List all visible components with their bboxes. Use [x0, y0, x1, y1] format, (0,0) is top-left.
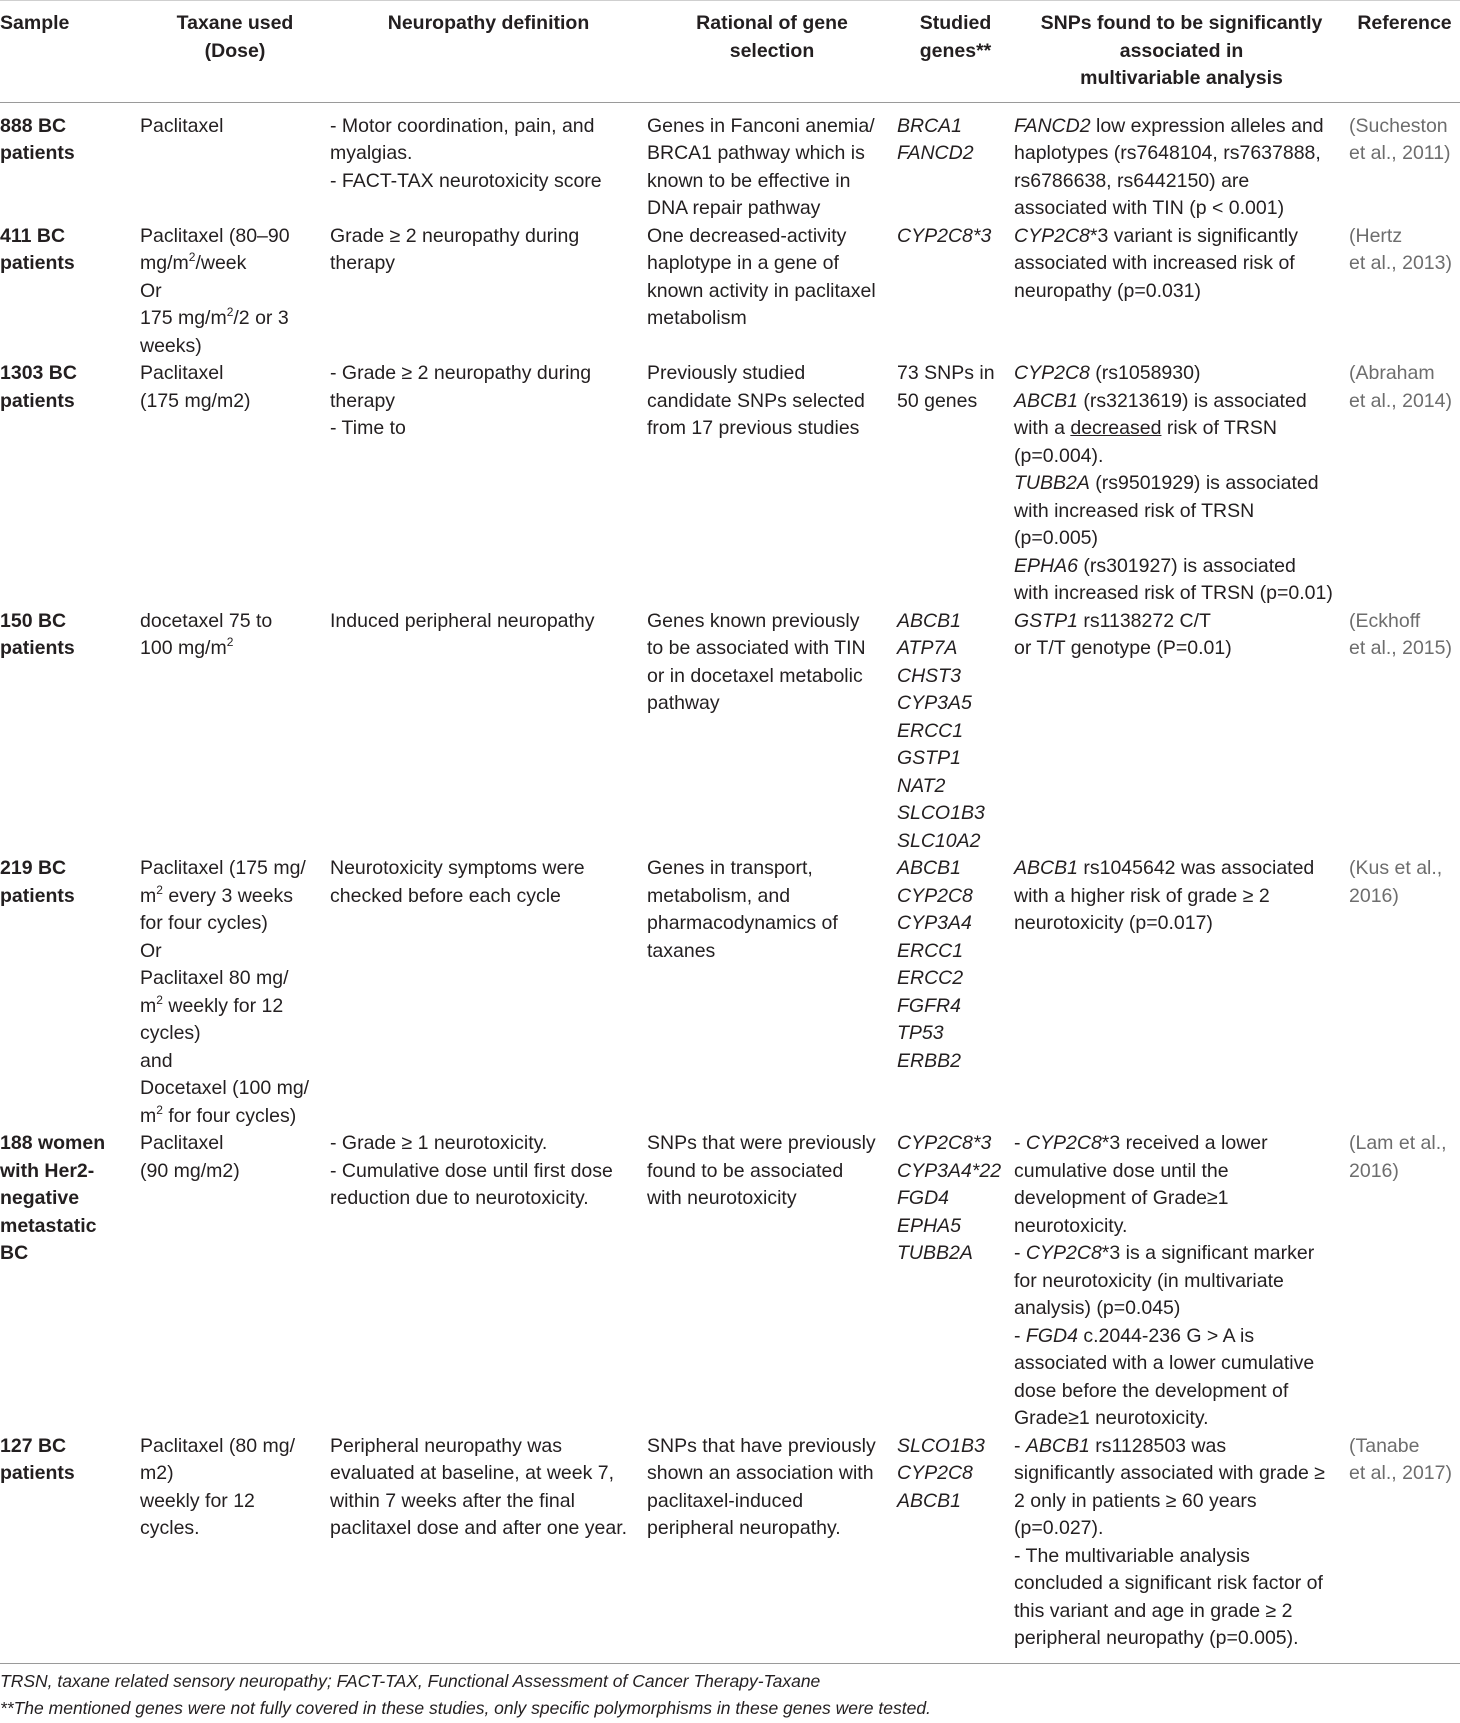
snp-text: risk of TRSN (p=0.004). — [1014, 417, 1278, 467]
snp-text: *3 variant is significantly associated with increased risk of neuropathy (p=0.031) — [1014, 224, 1298, 302]
cell-taxane: Paclitaxel (80 mg/ m2) weekly for 12 cycles. — [140, 1433, 330, 1664]
superscript: 2 — [156, 882, 163, 897]
cell-genes: ABCB1 ATP7A CHST3 CYP3A5 ERCC1 GSTP1 NAT2 SLCO1B3 SLC10A2 — [897, 609, 985, 852]
dose-text: weekly for 12 cycles) and Docetaxel (100 mg/ m — [140, 994, 310, 1127]
table-row — [0, 855, 1460, 1130]
cell-neuropathy: Induced peripheral neuropathy — [330, 609, 595, 632]
genes-footnote: **The mentioned genes were not fully covered in these studies, only specific polymorphisms in these genes were tested. — [0, 1698, 931, 1718]
table-row — [0, 608, 1460, 856]
cell-genes: BRCA1 FANCD2 — [897, 114, 974, 164]
cell-snps — [1014, 360, 1349, 608]
gene-name: GSTP1 — [1014, 609, 1078, 632]
header-row — [0, 1, 1460, 103]
cell-taxane — [140, 855, 330, 1130]
header-sample: Sample — [0, 1, 140, 103]
cell-sample: 150 BC patients — [0, 609, 75, 659]
cell-reference: (Lam et al., 2016) — [1349, 1132, 1447, 1182]
dose-text: for four cycles) — [162, 1104, 297, 1127]
snp-text: rs1128503 was significantly associated with grade ≥ 2 only in patients ≥ 60 years (p=0.027). - The multivariable analysis concluded a significant risk factor of this variant and age in grade ≥ 2 peripheral neuropathy (p=0.005). — [1014, 1434, 1325, 1649]
cell-genes: 73 SNPs in 50 genes — [897, 362, 995, 412]
cell-genes: ABCB1 CYP2C8 CYP3A4 ERCC1 ERCC2 FGFR4 TP53 ERBB2 — [897, 857, 973, 1072]
cell-genes: SLCO1B3 CYP2C8 ABCB1 — [897, 1433, 1014, 1664]
cell-rational: SNPs that have previously shown an association with paclitaxel-induced peripheral neuropathy. — [647, 1433, 897, 1664]
table-footnotes — [0, 1668, 1460, 1722]
cell-snps — [1014, 608, 1349, 856]
snp-text: *3 received a lower cumulative dose until the development of Grade≥1 neurotoxicity. - — [1014, 1132, 1268, 1264]
gene-name: CYP2C8 — [1014, 224, 1090, 247]
snp-text: (rs3213619) is associated with a — [1014, 389, 1307, 439]
cell-rational: Previously studied candidate SNPs selected from 17 previous studies — [647, 362, 865, 439]
cell-reference: (Sucheston et al., 2011) — [1349, 114, 1451, 164]
gene-name: TUBB2A — [1014, 472, 1090, 494]
cell-neuropathy: Peripheral neuropathy was evaluated at baseline, at week 7, within 7 weeks after the final paclitaxel dose and after one year. — [330, 1433, 647, 1664]
cell-snps — [1014, 1433, 1349, 1664]
cell-reference: (Eckhoff et al., 2015) — [1349, 609, 1452, 659]
dose-text: Paclitaxel (175 mg/ m — [140, 857, 306, 907]
cell-reference: (Kus et al., 2016) — [1349, 857, 1443, 907]
cell-neuropathy: Grade ≥ 2 neuropathy during therapy — [330, 224, 580, 274]
cell-reference: (Hertz et al., 2013) — [1349, 224, 1452, 274]
abbreviations-footnote: TRSN, taxane related sensory neuropathy; FACT-TAX, Functional Assessment of Cancer Therapy-Taxane — [0, 1671, 821, 1691]
superscript: 2 — [188, 250, 196, 264]
cell-neuropathy: - Grade ≥ 2 neuropathy during therapy - Time to — [330, 362, 592, 439]
cell-sample: 219 BC patients — [0, 857, 75, 907]
snp-text: c.2044-236 G > A is associated with a lower cumulative dose before the development of Grade≥1 neurotoxicity. — [1014, 1324, 1315, 1429]
table-row — [0, 360, 1460, 608]
dose-text: docetaxel 75 to 100 mg/m — [140, 609, 273, 659]
cell-snps — [1014, 223, 1349, 361]
header-taxane: Taxane used (Dose) — [140, 1, 330, 103]
table-row — [0, 1433, 1460, 1664]
cell-taxane: Paclitaxel — [140, 114, 224, 137]
gene-name: FANCD2 — [1014, 114, 1091, 137]
gene-name: CYP2C8 — [1014, 362, 1090, 384]
cell-neuropathy: - Motor coordination, pain, and myalgias. - FACT-TAX neurotoxicity score — [330, 114, 602, 192]
superscript: 2 — [226, 635, 234, 649]
cell-rational: One decreased-activity haplotype in a gene of known activity in paclitaxel metabolism — [647, 224, 876, 329]
cell-rational: Genes in Fanconi anemia/ BRCA1 pathway which is known to be effective in DNA repair pathway — [647, 114, 875, 219]
cell-sample: 888 BC patients — [0, 114, 75, 164]
dose-text: /2 or 3 weeks) — [140, 307, 289, 357]
cell-genes: CYP2C8*3 — [897, 224, 992, 247]
gene-name: ABCB1 — [1025, 1434, 1090, 1457]
snp-text: rs1045642 was associated with a higher risk of grade ≥ 2 neurotoxicity (p=0.017) — [1014, 857, 1315, 934]
cell-taxane: Paclitaxel (175 mg/m2) — [140, 362, 251, 412]
table-row — [0, 223, 1460, 361]
gene-name: ABCB1 — [1014, 857, 1078, 879]
cell-snps — [1014, 855, 1349, 1130]
cell-sample: 411 BC patients — [0, 224, 75, 274]
superscript: 2 — [156, 1102, 163, 1117]
gene-name: CYP2C8 — [1025, 1132, 1102, 1154]
cell-neuropathy: - Grade ≥ 1 neurotoxicity. - Cumulative dose until first dose reduction due to neurotoxicity. — [330, 1132, 613, 1209]
cell-reference: (Tanabe et al., 2017) — [1349, 1433, 1460, 1664]
gene-name: FGD4 — [1025, 1324, 1078, 1347]
dose-text: every 3 weeks for four cycles) Or Paclitaxel 80 mg/ m — [140, 884, 293, 1017]
header-reference: Reference — [1349, 1, 1460, 103]
header-genes: Studied genes** — [897, 1, 1014, 103]
snp-text: (rs1058930) — [1095, 362, 1201, 384]
header-snps: SNPs found to be significantly associated in multivariable analysis — [1014, 1, 1349, 103]
cell-snps — [1014, 102, 1349, 223]
gene-name: EPHA6 — [1014, 554, 1078, 577]
cell-genes: CYP2C8*3 CYP3A4*22 FGD4 EPHA5 TUBB2A — [897, 1132, 1002, 1264]
snp-text: (rs301927) is associated with increased risk of TRSN (p=0.01) — [1014, 554, 1333, 604]
cell-neuropathy: Neurotoxicity symptoms were checked before each cycle — [330, 857, 585, 907]
cell-sample: 1303 BC patients — [0, 362, 77, 412]
cell-reference: (Abraham et al., 2014) — [1349, 362, 1452, 412]
cell-sample: 188 women with Her2- negative metastatic BC — [0, 1132, 106, 1264]
snp-text: low expression alleles and haplotypes (rs7648104, rs7637888, rs6786638, rs6442150) are associated with TIN (p < 0.001) — [1014, 114, 1324, 219]
superscript: 2 — [156, 992, 163, 1007]
gene-name: ABCB1 — [1014, 389, 1078, 412]
table-row — [0, 102, 1460, 223]
snp-text: rs1138272 C/T or T/T genotype (P=0.01) — [1014, 609, 1232, 659]
cell-rational: SNPs that were previously found to be associated with neurotoxicity — [647, 1132, 876, 1209]
dose-text: Paclitaxel (80–90 mg/m — [140, 224, 290, 274]
underlined-text: decreased — [1070, 417, 1162, 439]
cell-taxane — [140, 223, 330, 361]
dose-text: /week Or 175 mg/m — [140, 252, 247, 329]
cell-sample: 127 BC patients — [0, 1433, 140, 1664]
snp-text: - — [1014, 1434, 1026, 1457]
cell-rational: Genes in transport, metabolism, and pharmacodynamics of taxanes — [647, 857, 838, 962]
cell-taxane — [140, 608, 330, 856]
cell-taxane: Paclitaxel (90 mg/m2) — [140, 1132, 240, 1182]
superscript: 2 — [226, 305, 234, 319]
snp-text: - — [1014, 1132, 1026, 1154]
table-row — [0, 1130, 1460, 1433]
header-neuropathy: Neuropathy definition — [330, 1, 647, 103]
cell-rational: Genes known previously to be associated with TIN or in docetaxel metabolic pathway — [647, 609, 866, 714]
header-rational: Rational of gene selection — [647, 1, 897, 103]
gene-name: CYP2C8 — [1025, 1242, 1102, 1264]
snp-text: (rs9501929) is associated with increased risk of TRSN (p=0.005) — [1014, 472, 1319, 549]
cell-snps — [1014, 1130, 1349, 1433]
snp-text: *3 is a significant marker for neurotoxicity (in multivariate analysis) (p=0.045) - — [1014, 1242, 1315, 1347]
